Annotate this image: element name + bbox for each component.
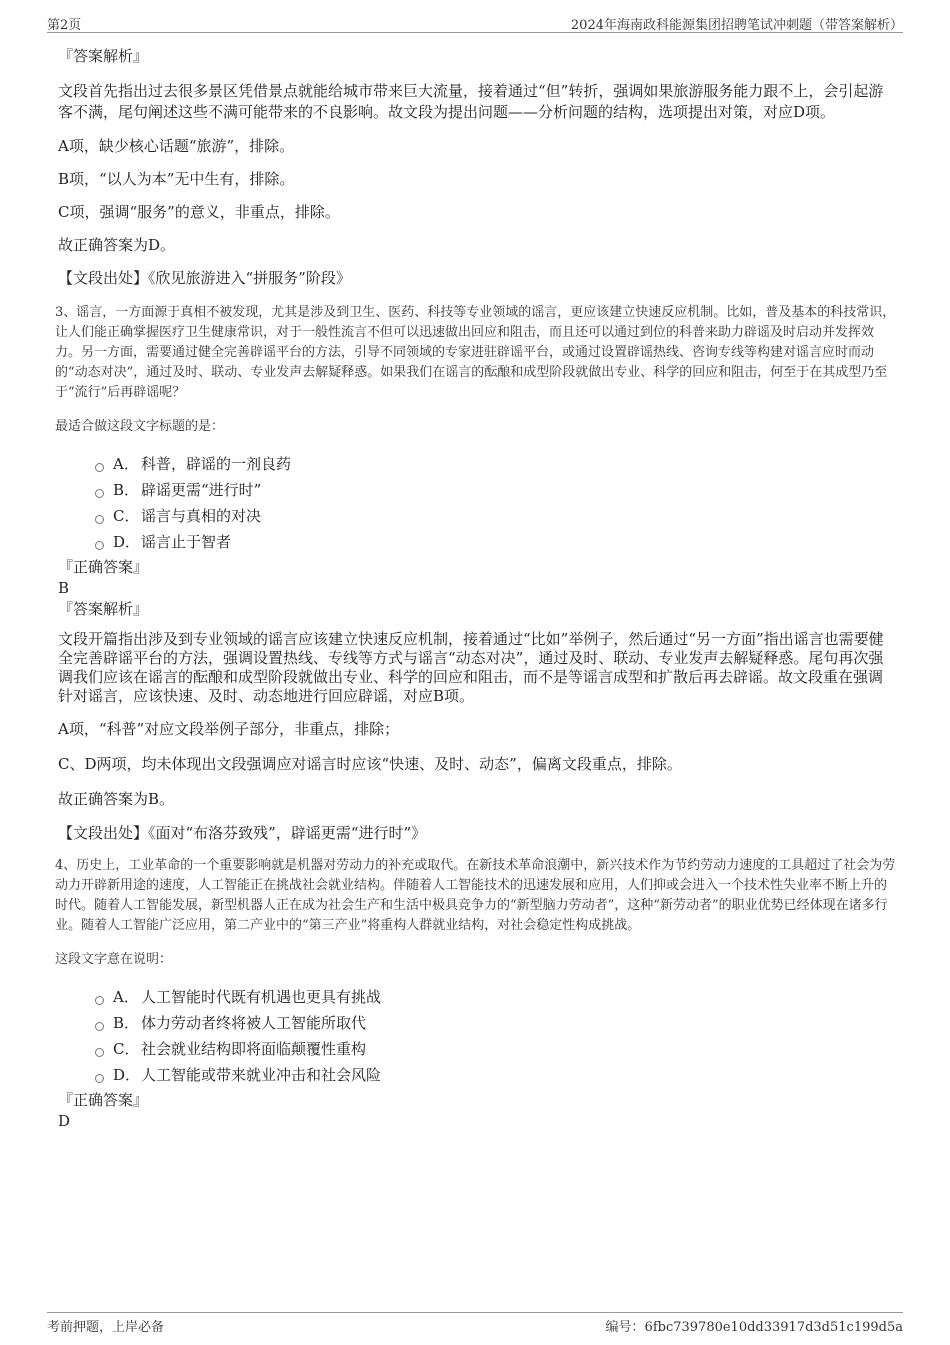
answer-label: 『正确答案』 [58, 1091, 149, 1109]
radio-icon[interactable] [95, 1048, 104, 1057]
footer-slogan: 考前押题，上岸必备 [47, 1320, 165, 1335]
analysis-text: 文段首先指出过去很多景区凭借景点就能给城市带来巨大流量，接着通过“但”转折，强调如果旅游服务能力跟不上，会引起游客不满，尾句阐述这些不满可能带来的不良影响。故文段为提出问题——分析问题的结构，选项提出对策，对应D项。 [58, 82, 884, 121]
analysis-line: C项，强调“服务”的意义，非重点，排除。 [58, 203, 340, 221]
source-citation: 【文段出处】《欣见旅游进入“拼服务”阶段》 [58, 269, 351, 287]
radio-icon[interactable] [95, 515, 104, 524]
radio-icon[interactable] [95, 1074, 104, 1083]
question-prompt: 最适合做这段文字标题的是： [55, 419, 225, 434]
answer-value: D [58, 1112, 71, 1130]
analysis-text: 文段开篇指出涉及到专业领域的谣言应该建立快速反应机制，接着通过“比如”举例子，然后通过“另一方面”指出谣言也需要健全完善辟谣平台的方法，强调设置热线、专线等方式与谣言“动态对决”，通过及时、联动、专业发声去解疑释惑。尾句再次强调我们应该在谣言的酝酿和成型阶段就做出专业、科学的回应和阻击，而不是等谣言成型和扩散后再去辟谣。故文段重在强调针对谣言，应该快速、及时、动态地进行回应辟谣，对应B项。 [58, 630, 884, 705]
page-footer [47, 1312, 903, 1335]
option-b[interactable]: B． 辟谣更需“进行时” [95, 477, 897, 503]
analysis-label: 『答案解析』 [58, 600, 149, 618]
page-header [47, 14, 903, 33]
document-code: 编号：6fbc739780e10dd33917d3d51c199d5a [605, 1320, 903, 1335]
source-citation: 【文段出处】《面对“布洛芬致残”，辟谣更需“进行时”》 [58, 824, 427, 842]
question-passage: 3、谣言，一方面源于真相不被发现，尤其是涉及到卫生、医药、科技等专业领域的谣言，更应该建立快速反应机制。比如，普及基本的科技常识，让人们能正确掌握医疗卫生健康常识，对于一般性流言不但可以迅速做出回应和阻击，而且还可以通过到位的科普来助力辟谣及时启动并发挥效力。另一方面，需要通过健全完善辟谣平台的方法，引导不同领域的专家进驻辟谣平台，或通过设置辟谣热线、咨询专线等构建对谣言应时而动的“动态对决”，通过及时、联动、专业发声去解疑释惑。如果我们在谣言的酝酿和成型阶段就做出专业、科学的回应和阻击，何至于在其成型乃至于“流行”后再辟谣呢？ [55, 305, 896, 400]
option-a[interactable]: A． 科普，辟谣的一剂良药 [95, 451, 897, 477]
answer-value: B [58, 579, 70, 597]
option-list [55, 984, 897, 1088]
radio-icon[interactable] [95, 996, 104, 1005]
radio-icon[interactable] [95, 1022, 104, 1031]
question-prompt: 这段文字意在说明： [55, 952, 173, 967]
analysis-label: 『答案解析』 [58, 47, 149, 65]
analysis-line: 故正确答案为B。 [58, 790, 175, 808]
radio-icon[interactable] [95, 541, 104, 550]
document-title: 2024年海南政科能源集团招聘笔试冲刺题（带答案解析） [570, 18, 903, 33]
option-list [55, 451, 897, 555]
radio-icon[interactable] [95, 463, 104, 472]
option-d[interactable]: D． 人工智能或带来就业冲击和社会风险 [95, 1062, 897, 1088]
page-number: 第2页 [47, 18, 82, 33]
option-b[interactable]: B． 体力劳动者终将被人工智能所取代 [95, 1010, 897, 1036]
analysis-line: A项，“科普”对应文段举例子部分，非重点，排除； [58, 720, 400, 738]
main-content [55, 44, 897, 1132]
analysis-line: C、D两项，均未体现出文段强调应对谣言时应该“快速、及时、动态”，偏离文段重点，排除。 [58, 755, 682, 773]
radio-icon[interactable] [95, 489, 104, 498]
option-d[interactable]: D． 谣言止于智者 [95, 529, 897, 555]
option-c[interactable]: C． 社会就业结构即将面临颠覆性重构 [95, 1036, 897, 1062]
question-passage: 4、历史上，工业革命的一个重要影响就是机器对劳动力的补充或取代。在新技术革命浪潮中，新兴技术作为节约劳动力速度的工具超过了社会为劳动力开辟新用途的速度，人工智能正在挑战社会就业结构。伴随着人工智能技术的迅速发展和应用，人们抑或会进入一个技术性失业率不断上升的时代。随着人工智能发展，新型机器人正在成为社会生产和生活中极具竞争力的“新型脑力劳动者”，这种“新劳动者”的职业优势已经体现在诸多行业。随着人工智能广泛应用，第二产业中的“第三产业”将重构人群就业结构，对社会稳定性构成挑战。 [55, 858, 896, 933]
option-a[interactable]: A． 人工智能时代既有机遇也更具有挑战 [95, 984, 897, 1010]
analysis-line: 故正确答案为D。 [58, 236, 176, 254]
answer-label: 『正确答案』 [58, 558, 149, 576]
analysis-line: A项，缺少核心话题“旅游”，排除。 [58, 137, 295, 155]
analysis-line: B项，“以人为本”无中生有，排除。 [58, 170, 295, 188]
option-c[interactable]: C． 谣言与真相的对决 [95, 503, 897, 529]
